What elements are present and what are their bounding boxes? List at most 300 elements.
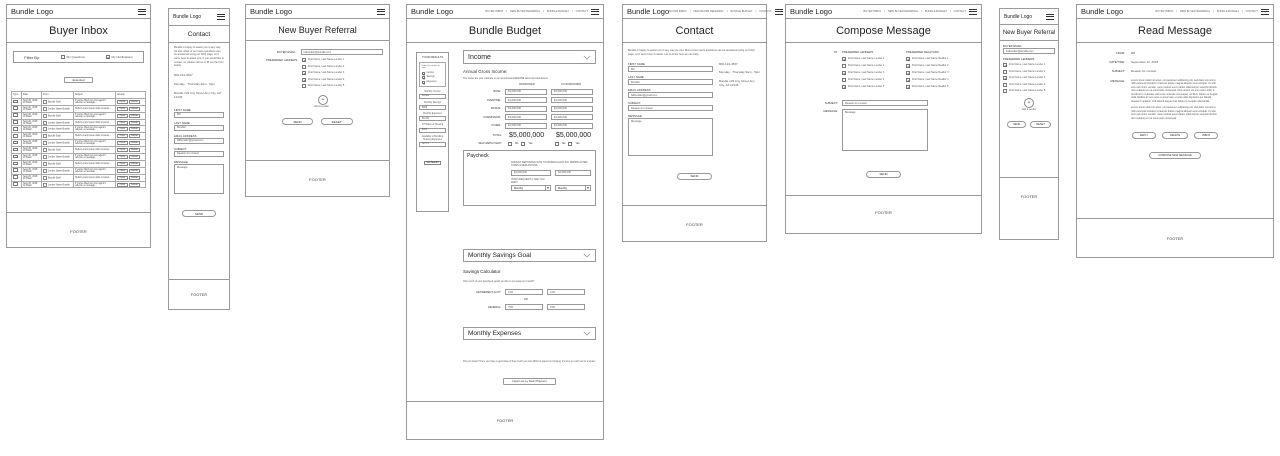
- table-row[interactable]: [12, 112, 146, 119]
- savings-section-header[interactable]: [463, 249, 596, 262]
- first-name-input[interactable]: Bill: [628, 66, 713, 72]
- sender-avatar: [43, 141, 47, 145]
- message-textarea[interactable]: Message: [842, 109, 928, 151]
- nav-new-buyer-referral[interactable]: NEW BUYER REFERRAL: [509, 10, 541, 13]
- type-cell: [12, 140, 22, 147]
- hamburger-menu-icon[interactable]: [1046, 14, 1054, 20]
- checkbox-label: First Name, Last Name Lender 2: [1009, 69, 1046, 73]
- annual-desc: The below are your estimate on an annual basis BEFORE taxes and deductions.: [463, 77, 549, 80]
- footer: FOOTER: [623, 205, 766, 245]
- checkbox[interactable]: [906, 85, 910, 89]
- extended-button[interactable]: Extended: [64, 77, 94, 83]
- checkbox[interactable]: [906, 78, 910, 82]
- from-cell: [42, 174, 74, 181]
- results-sidebar: [416, 52, 449, 212]
- email-label: EMAIL ADDRESS: [174, 133, 197, 138]
- checkbox-item[interactable]: [1003, 70, 1055, 74]
- self-employed-yes-checkbox[interactable]: [521, 142, 525, 146]
- subject-cell: Hello! Lorem ipsum dolor sit amet...: [74, 147, 116, 154]
- checkbox[interactable]: [1003, 89, 1007, 93]
- checkbox-item[interactable]: [842, 64, 902, 68]
- contact-desktop-frame: [622, 4, 772, 242]
- delete-button[interactable]: Delete: [129, 127, 141, 131]
- hamburger-menu-icon[interactable]: [969, 9, 977, 15]
- subject-input[interactable]: Reason for contact: [174, 151, 224, 157]
- hamburger-menu-icon[interactable]: [1261, 9, 1269, 15]
- table-row[interactable]: [12, 147, 146, 154]
- last-name-label: LAST NAME: [174, 120, 190, 125]
- from-label: FROM:: [1115, 51, 1125, 56]
- nav-buyer-inbox[interactable]: BUYER INBOX: [863, 10, 882, 13]
- pay-frequency-borrower-select[interactable]: [511, 185, 551, 191]
- co-self-employed-no-checkbox[interactable]: [555, 142, 559, 146]
- preferred-lenders-label: PREFERRED LENDERS: [842, 50, 874, 54]
- hamburger-menu-icon[interactable]: [217, 14, 225, 20]
- open-button[interactable]: Open: [117, 121, 128, 125]
- subject-cell: If you've filled out your agent's referral, a message...: [74, 167, 116, 174]
- checkbox[interactable]: [302, 65, 306, 69]
- delete-button[interactable]: Delete: [129, 114, 141, 118]
- checkbox[interactable]: [302, 58, 306, 62]
- checkbox[interactable]: [302, 84, 306, 88]
- table-row[interactable]: [12, 160, 146, 167]
- logo[interactable]: Bundle Logo: [1004, 13, 1033, 20]
- send-button[interactable]: SEND: [866, 171, 900, 178]
- coborrower-input[interactable]: $1,000,000: [551, 97, 593, 103]
- metric-value: $3,220: [419, 116, 446, 121]
- paycheck-borrower-input[interactable]: $1,000,000: [511, 170, 551, 176]
- contact-mobile-frame: [168, 8, 230, 310]
- income-row-label: OTHER:: [491, 124, 501, 128]
- table-row[interactable]: [12, 181, 146, 188]
- checkbox-label: First Name, Last Name Lender 4: [1009, 82, 1046, 86]
- checkbox[interactable]: [906, 57, 910, 61]
- checkbox-item[interactable]: [302, 71, 344, 75]
- first-name-label: FIRST NAME: [174, 107, 191, 112]
- nav-contact[interactable]: CONTACT: [575, 10, 588, 13]
- first-name-input[interactable]: Bill: [174, 112, 224, 118]
- checkbox[interactable]: [842, 85, 846, 89]
- type-cell: [12, 133, 22, 140]
- subject-value: Reason for contact: [1131, 69, 1157, 74]
- footer: FOOTER: [407, 401, 603, 441]
- checkbox-item[interactable]: [842, 57, 902, 61]
- pay-frequency-borrower-value: Monthly: [514, 186, 524, 190]
- subject-cell: If you've filled out your agent's referral, a message...: [74, 140, 116, 147]
- footer: FOOTER: [786, 195, 981, 235]
- checkbox-label: First Name, Last Name Lender 3: [308, 71, 345, 75]
- add-lender-icon[interactable]: +: [318, 95, 328, 105]
- metric-value: $353: [419, 128, 446, 133]
- nav-contact[interactable]: CONTACT: [953, 10, 966, 13]
- nav-contact[interactable]: CONTACT: [759, 10, 772, 13]
- delete-button[interactable]: Delete: [129, 121, 141, 125]
- compose-new-button[interactable]: COMPOSE NEW MESSAGE: [1149, 152, 1201, 159]
- filter-notifications-checkbox[interactable]: [106, 55, 110, 59]
- nav-new-buyer-referral[interactable]: NEW BUYER REFERRAL: [887, 10, 919, 13]
- sender-avatar: [43, 176, 47, 180]
- open-button[interactable]: Open: [117, 107, 128, 111]
- general-borrower-input[interactable]: 75%: [505, 304, 543, 310]
- date-cell: Sept 20, 2018 11:00am: [22, 126, 42, 133]
- coborrower-input[interactable]: $1,000,000: [551, 114, 593, 120]
- checkbox[interactable]: [842, 64, 846, 68]
- logo[interactable]: Bundle Logo: [411, 7, 454, 16]
- checkbox-item[interactable]: [906, 78, 968, 82]
- mail-icon: [13, 134, 18, 138]
- last-name-input[interactable]: Bundler: [628, 79, 713, 85]
- page-title: Read Message: [1077, 19, 1273, 43]
- logo[interactable]: Bundle Logo: [250, 7, 293, 16]
- results-label: YOUR RESULTS: [421, 55, 444, 59]
- from-name: Lender Name Bundle: [48, 156, 70, 159]
- inbox-button[interactable]: INBOX: [1194, 132, 1218, 139]
- checkbox-label: First Name, Last Name Lender 2: [308, 64, 345, 68]
- buyer-email-input[interactable]: babundler@bundle.com: [301, 49, 383, 55]
- paycheck-box: [463, 150, 596, 206]
- metric-label: Monthly Income: [424, 90, 441, 93]
- subject-input[interactable]: Reason for contact: [628, 105, 713, 111]
- delete-button[interactable]: Delete: [129, 148, 141, 152]
- get-started-button[interactable]: Get Started: [424, 161, 441, 165]
- borrower-input[interactable]: $1,000,000: [505, 97, 547, 103]
- from-name: Lender Name Bundle: [48, 129, 70, 131]
- hamburger-menu-icon[interactable]: [591, 9, 599, 15]
- metric-label: Monthly Expenses: [423, 113, 442, 116]
- from-cell: [42, 133, 74, 140]
- mail-icon: [13, 162, 18, 166]
- nav-bundle-budget[interactable]: BUNDLE BUDGET: [1216, 10, 1239, 13]
- subject-label: SUBJECT:: [1111, 69, 1125, 74]
- table-row[interactable]: [12, 140, 146, 147]
- send-button[interactable]: SEND: [182, 210, 216, 217]
- checkbox[interactable]: [422, 72, 425, 75]
- from-cell: [42, 105, 74, 112]
- email-input[interactable]: billbundler@gmail.com: [628, 92, 713, 98]
- logo[interactable]: Bundle Logo: [1081, 7, 1124, 16]
- top-nav: BUYER INBOX | NEW BUYER REFERRAL | BUNDLE BUDGET | CONTACT: [486, 9, 599, 15]
- delete-button[interactable]: Delete: [129, 169, 141, 173]
- add-lender-label[interactable]: Add a Lender: [314, 104, 330, 108]
- subject-cell: Hello! Lorem ipsum dolor sit amet...: [74, 160, 116, 167]
- nav-buyer-inbox[interactable]: BUYER INBOX: [485, 10, 504, 13]
- from-name: Bundle Staff: [48, 177, 61, 180]
- mail-icon: [13, 100, 18, 104]
- nav-buyer-inbox[interactable]: BUYER INBOX: [669, 10, 687, 13]
- reset-button[interactable]: RESET: [1030, 121, 1051, 128]
- checkbox[interactable]: [906, 71, 910, 75]
- add-lender-icon[interactable]: +: [1024, 98, 1034, 108]
- checkbox[interactable]: [1003, 76, 1007, 80]
- subject-cell: Hello! Lorem ipsum dolor sit amet...: [74, 119, 116, 126]
- type-cell: [12, 174, 22, 181]
- paycheck-coborrower-input[interactable]: $1,000,000: [555, 170, 591, 176]
- results-item-label: Expenses: [426, 81, 437, 83]
- sender-avatar: [43, 114, 47, 118]
- subject-cell: If you've filled out your agent's referral, a message...: [74, 112, 116, 119]
- table-row[interactable]: [12, 119, 146, 126]
- actions-cell: [116, 154, 146, 161]
- table-row[interactable]: [12, 174, 146, 181]
- checkbox-item[interactable]: [1003, 89, 1055, 93]
- email-input[interactable]: billbundler@gmail.com: [174, 138, 224, 144]
- open-button[interactable]: Open: [117, 162, 128, 166]
- checkbox-item[interactable]: [1003, 76, 1055, 80]
- annual-gross-label: Annual Gross Income:: [463, 69, 508, 74]
- preferred-realtors-label: PREFERRED REALTORS: [906, 50, 939, 54]
- subject-input[interactable]: Reason for contact: [842, 100, 928, 106]
- message-label: MESSAGE: [628, 114, 642, 119]
- general-coborrower-input[interactable]: 75%: [547, 304, 585, 310]
- checkbox[interactable]: [302, 78, 306, 82]
- self-employed-no-checkbox[interactable]: [508, 142, 512, 146]
- co-yes-label: Yes: [575, 142, 580, 146]
- income-section-header[interactable]: [463, 50, 596, 64]
- header: [623, 5, 772, 19]
- checkbox[interactable]: [1003, 63, 1007, 67]
- delete-button[interactable]: Delete: [129, 155, 141, 159]
- nav-bundle-budget[interactable]: BUNDLE BUDGET: [924, 10, 947, 13]
- table-row[interactable]: [12, 167, 146, 174]
- checkbox-item[interactable]: [302, 84, 344, 88]
- open-button[interactable]: Open: [117, 134, 128, 138]
- table-row[interactable]: [12, 154, 146, 161]
- income-row-label: OVERTIME:: [486, 98, 501, 102]
- logo[interactable]: Bundle Logo: [627, 7, 670, 16]
- coborrower-input[interactable]: $1,000,000: [551, 106, 593, 112]
- nav-contact[interactable]: CONTACT: [1245, 10, 1258, 13]
- logo[interactable]: Bundle Logo: [11, 7, 54, 16]
- delete-button[interactable]: Delete: [129, 100, 141, 104]
- add-lender-label[interactable]: Add a Lender: [1021, 108, 1037, 111]
- retirement-coborrower-input[interactable]: 12%: [547, 289, 585, 295]
- nav-bundle-budget[interactable]: BUNDLE BUDGET: [546, 10, 569, 13]
- sender-avatar: [43, 134, 47, 138]
- chevron-down-icon[interactable]: [583, 253, 591, 258]
- open-button[interactable]: Open: [117, 169, 128, 173]
- date-cell: Sept 20, 2018 11:00am: [22, 174, 42, 181]
- results-section-item[interactable]: [422, 72, 444, 75]
- subject-cell: If you've filled out your agent's referral, a message...: [74, 126, 116, 133]
- checkbox[interactable]: [842, 57, 846, 61]
- inbox-table: [11, 91, 146, 188]
- retirement-borrower-input[interactable]: 12%: [505, 289, 543, 295]
- checkbox-label: First Name, Last Name Lender 2: [848, 64, 885, 68]
- pay-frequency-coborrower-value: Monthly: [558, 186, 568, 190]
- open-button[interactable]: Open: [117, 100, 128, 104]
- borrower-input[interactable]: $1,000,000: [505, 106, 547, 112]
- page-title: Contact: [623, 19, 766, 43]
- checkbox[interactable]: [302, 71, 306, 75]
- savings-calculator-label: Savings Calculator: [463, 269, 501, 274]
- message-label: MESSAGE:: [1110, 78, 1125, 83]
- mail-icon: [13, 148, 18, 152]
- hamburger-menu-icon[interactable]: [775, 9, 783, 15]
- chevron-down-icon[interactable]: [583, 331, 591, 336]
- checkbox-item[interactable]: [906, 85, 968, 89]
- yes-label: Yes: [528, 142, 533, 146]
- down-payment-button[interactable]: Figure out my Down Payment: [503, 378, 555, 385]
- nav-buyer-inbox[interactable]: BUYER INBOX: [1155, 10, 1174, 13]
- nav-new-buyer-referral[interactable]: NEW BUYER REFERRAL: [1179, 10, 1211, 13]
- from-name: Bundle Staff: [48, 101, 61, 104]
- checkbox-label: First Name, Last Name Realtor 2: [912, 64, 949, 68]
- sender-avatar: [43, 162, 47, 166]
- borrower-input[interactable]: $1,000,000: [505, 123, 547, 129]
- datetime-label: DATE/TIME:: [1109, 60, 1125, 65]
- delete-button[interactable]: DELETE: [1162, 132, 1188, 139]
- checkbox-label: First Name, Last Name Lender 5: [848, 85, 885, 89]
- checkbox-item[interactable]: [842, 85, 902, 89]
- checkbox-item[interactable]: [842, 78, 902, 82]
- expenses-section-header[interactable]: [463, 327, 596, 340]
- footer: FOOTER: [1077, 218, 1273, 260]
- checkbox-label: First Name, Last Name Realtor 5: [912, 85, 949, 89]
- reset-button[interactable]: RESET: [321, 118, 353, 125]
- checkbox-item[interactable]: [1003, 83, 1055, 87]
- checkbox-label: First Name, Last Name Lender 1: [1009, 63, 1046, 67]
- paycheck-desc: AMOUNT DEPOSITED INTO YOUR BANK EACH PAY PERIOD AFTER TAXES & DEDUCTIONS: [511, 160, 588, 168]
- coborrower-input[interactable]: $1,000,000: [551, 123, 593, 129]
- header: [169, 9, 229, 26]
- open-button[interactable]: Open: [117, 141, 128, 145]
- checkbox-item[interactable]: [842, 71, 902, 75]
- last-name-label: LAST NAME: [628, 75, 644, 80]
- table-row[interactable]: [12, 98, 146, 105]
- co-self-employed-yes-checkbox[interactable]: [568, 142, 572, 146]
- checkbox-item[interactable]: [906, 64, 968, 68]
- checkbox[interactable]: [422, 76, 425, 79]
- filter-questions-checkbox[interactable]: [61, 55, 65, 59]
- table-row[interactable]: [12, 105, 146, 112]
- message-textarea[interactable]: Message: [628, 118, 713, 156]
- referral-mobile-frame: [999, 8, 1059, 240]
- checkbox[interactable]: [1003, 70, 1007, 74]
- metric-value: $4,600: [419, 94, 446, 99]
- lender-list: [302, 58, 344, 91]
- hamburger-menu-icon[interactable]: [377, 9, 385, 15]
- results-section-item[interactable]: [422, 81, 444, 84]
- checkbox[interactable]: [842, 78, 846, 82]
- header: [1077, 5, 1273, 19]
- delete-button[interactable]: Delete: [129, 176, 141, 180]
- phone: 800-123-4567: [719, 62, 738, 67]
- page-title: Contact: [169, 26, 229, 43]
- checkbox[interactable]: [422, 81, 425, 84]
- checkbox-label: First Name, Last Name Lender 5: [308, 84, 345, 88]
- table-row[interactable]: [12, 133, 146, 140]
- page-title: Compose Message: [786, 19, 981, 43]
- footer: FOOTER: [7, 212, 150, 252]
- actions-cell: [116, 147, 146, 154]
- open-button[interactable]: Open: [117, 114, 128, 118]
- last-name-input[interactable]: Bundler: [174, 125, 224, 131]
- type-cell: [12, 119, 22, 126]
- buyer-email-label: BUYER EMAIL:: [1003, 44, 1023, 48]
- from-cell: [42, 167, 74, 174]
- open-button[interactable]: Open: [117, 155, 128, 159]
- nav-new-buyer-referral[interactable]: NEW BUYER REFERRAL: [693, 10, 724, 13]
- from-cell: [42, 147, 74, 154]
- date-cell: Sept 20, 2018 11:00am: [22, 105, 42, 112]
- delete-button[interactable]: Delete: [129, 141, 141, 145]
- borrower-input[interactable]: $1,000,000: [505, 89, 547, 95]
- open-button[interactable]: Open: [117, 148, 128, 152]
- open-button[interactable]: Open: [117, 176, 128, 180]
- delete-button[interactable]: Delete: [129, 183, 141, 187]
- delete-button[interactable]: Delete: [129, 107, 141, 111]
- checkbox-label: First Name, Last Name Lender 4: [308, 77, 345, 81]
- open-button[interactable]: Open: [117, 183, 128, 187]
- checkbox-item[interactable]: [906, 71, 968, 75]
- delete-button[interactable]: Delete: [129, 162, 141, 166]
- buyer-email-label: BUYER EMAIL:: [276, 50, 297, 54]
- pay-frequency-coborrower-select[interactable]: [555, 185, 591, 191]
- caret-down-icon: ▼: [546, 186, 550, 191]
- preferred-lenders-label: PREFERRED LENDERS:: [1003, 57, 1036, 61]
- date-cell: Sept 20, 2018 11:00am: [22, 154, 42, 161]
- to-label: TO:: [833, 50, 838, 54]
- checkbox[interactable]: [906, 64, 910, 68]
- nav-bundle-budget[interactable]: BUNDLE BUDGET: [730, 10, 753, 13]
- checkbox[interactable]: [842, 71, 846, 75]
- date-cell: Sept 20, 2018 11:00am: [22, 133, 42, 140]
- retirement-label: RETIREMENT ACCT:: [476, 290, 501, 294]
- date-cell: Sept 20, 2018 11:00am: [22, 147, 42, 154]
- send-button[interactable]: SEND: [677, 173, 711, 180]
- sender-avatar: [43, 100, 47, 104]
- top-nav: BUYER INBOX | NEW BUYER REFERRAL | BUNDLE BUDGET | CONTACT: [864, 9, 977, 15]
- checkbox-label: First Name, Last Name Realtor 3: [912, 71, 949, 75]
- send-button[interactable]: SEND: [282, 118, 312, 125]
- from-name: Lender Name Bundle: [48, 142, 70, 145]
- results-item-label: Savings: [426, 76, 435, 79]
- mail-icon: [13, 106, 18, 110]
- message-textarea[interactable]: Message: [174, 164, 224, 194]
- buyer-email-input[interactable]: babundler@bundle.com: [1003, 48, 1055, 54]
- top-nav: BUYER INBOX | NEW BUYER REFERRAL | BUNDLE BUDGET | CONTACT: [1156, 9, 1269, 15]
- checkbox-item[interactable]: [906, 57, 968, 61]
- income-title: Income: [468, 53, 491, 61]
- results-item-label: Income: [426, 71, 435, 74]
- from-cell: [42, 160, 74, 167]
- coborrower-input[interactable]: $1,000,000: [551, 89, 593, 95]
- from-name: Bundle Staff: [48, 115, 61, 118]
- metric-label: Available to Bundling Housing Expenses: [421, 135, 444, 141]
- checkbox-item[interactable]: [302, 65, 344, 69]
- no-label: No: [515, 142, 519, 146]
- results-section-item[interactable]: [422, 76, 444, 79]
- mail-icon: [13, 155, 18, 159]
- logo[interactable]: Bundle Logo: [173, 14, 202, 20]
- checkbox[interactable]: [1003, 83, 1007, 87]
- borrower-input[interactable]: $1,000,000: [505, 114, 547, 120]
- send-button[interactable]: SEND: [1007, 121, 1026, 128]
- mail-icon: [13, 182, 18, 186]
- reply-button[interactable]: REPLY: [1132, 132, 1156, 139]
- open-button[interactable]: Open: [117, 127, 128, 131]
- hamburger-menu-icon[interactable]: [138, 9, 146, 15]
- logo[interactable]: Bundle Logo: [790, 7, 833, 16]
- chevron-down-icon[interactable]: [583, 55, 591, 60]
- delete-button[interactable]: Delete: [129, 134, 141, 138]
- checkbox-item[interactable]: [1003, 63, 1055, 67]
- checkbox-item[interactable]: [302, 58, 344, 62]
- type-cell: [12, 105, 22, 112]
- checkbox-item[interactable]: [302, 78, 344, 82]
- date-cell: Sept 20, 2018 11:00am: [22, 140, 42, 147]
- table-row[interactable]: [12, 126, 146, 133]
